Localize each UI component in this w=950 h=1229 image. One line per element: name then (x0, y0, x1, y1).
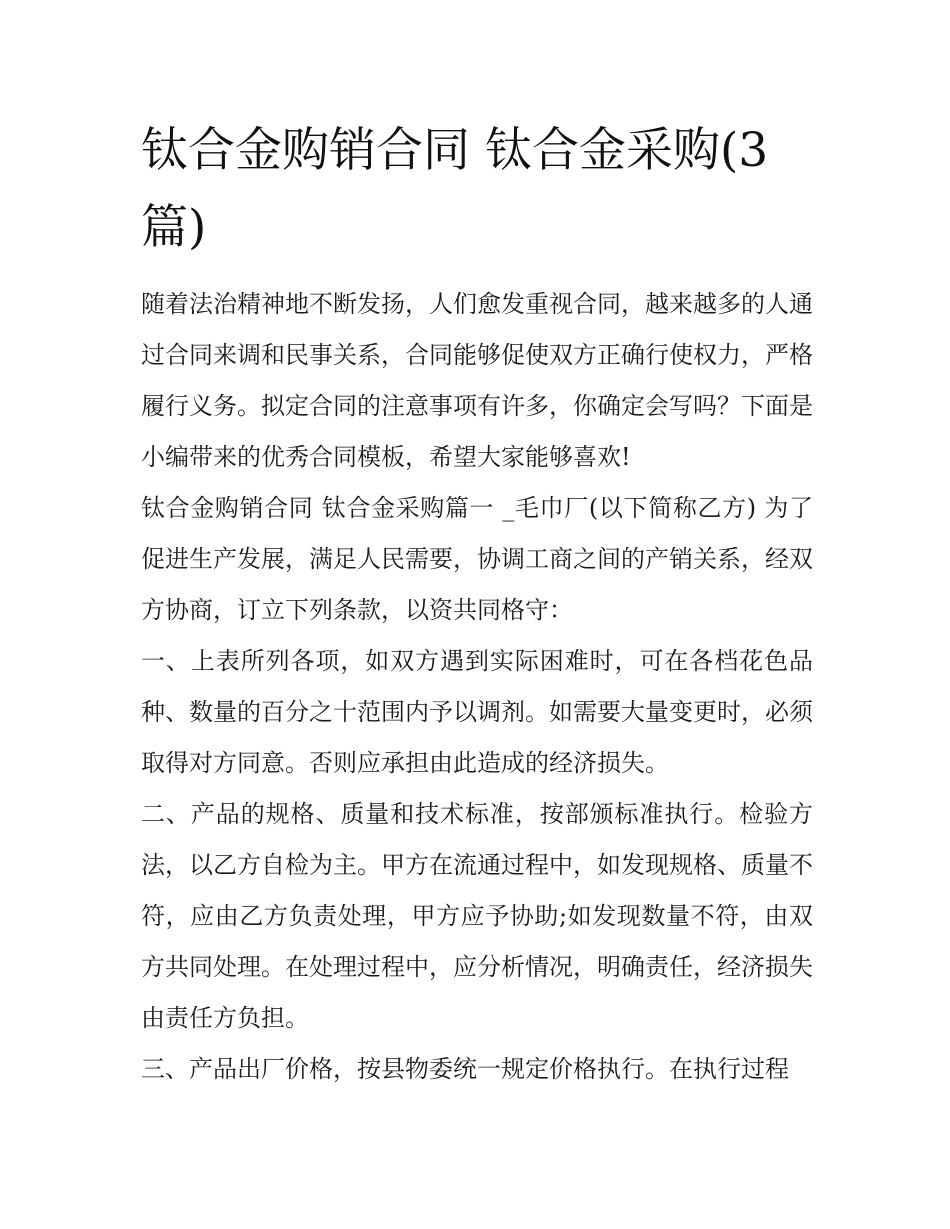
paragraph-clause-2: 二、产品的规格、质量和技术标准，按部颁标准执行。检验方法，以乙方自检为主。甲方在流通过程中，如发现规格、质量不符，应由乙方负责处理，甲方应予协助;如发现数量不符，由双方共同处理。在处理过程中，应分析情况，明确责任，经济损失由责任方负担。 (141, 800, 813, 1032)
paragraph-clause-3: 三、产品出厂价格，按县物委统一规定价格执行。在执行过程 (141, 1055, 789, 1083)
paragraph-clause-1: 一、上表所列各项，如双方遇到实际困难时，可在各档花色品种、数量的百分之十范围内予以调剂。如需要大量变更时，必须取得对方同意。否则应承担由此造成的经济损失。 (141, 647, 813, 777)
paragraph-intro: 随着法治精神地不断发扬，人们愈发重视合同，越来越多的人通过合同来调和民事关系，合同能够促使双方正确行使权力，严格履行义务。拟定合同的注意事项有许多，你确定会写吗？下面是小编带来的优秀合同模板，希望大家能够喜欢! (141, 290, 813, 471)
document-body (141, 279, 813, 1095)
page-title: 钛合金购销合同 钛合金采购(3篇) (141, 123, 769, 255)
paragraph-contract-preamble: 钛合金购销合同 钛合金采购篇一 _毛巾厂(以下简称乙方) 为了促进生产发展，满足人民需要，协调工商之间的产销关系，经双方协商，订立下列条款，以资共同格守： (141, 494, 813, 624)
